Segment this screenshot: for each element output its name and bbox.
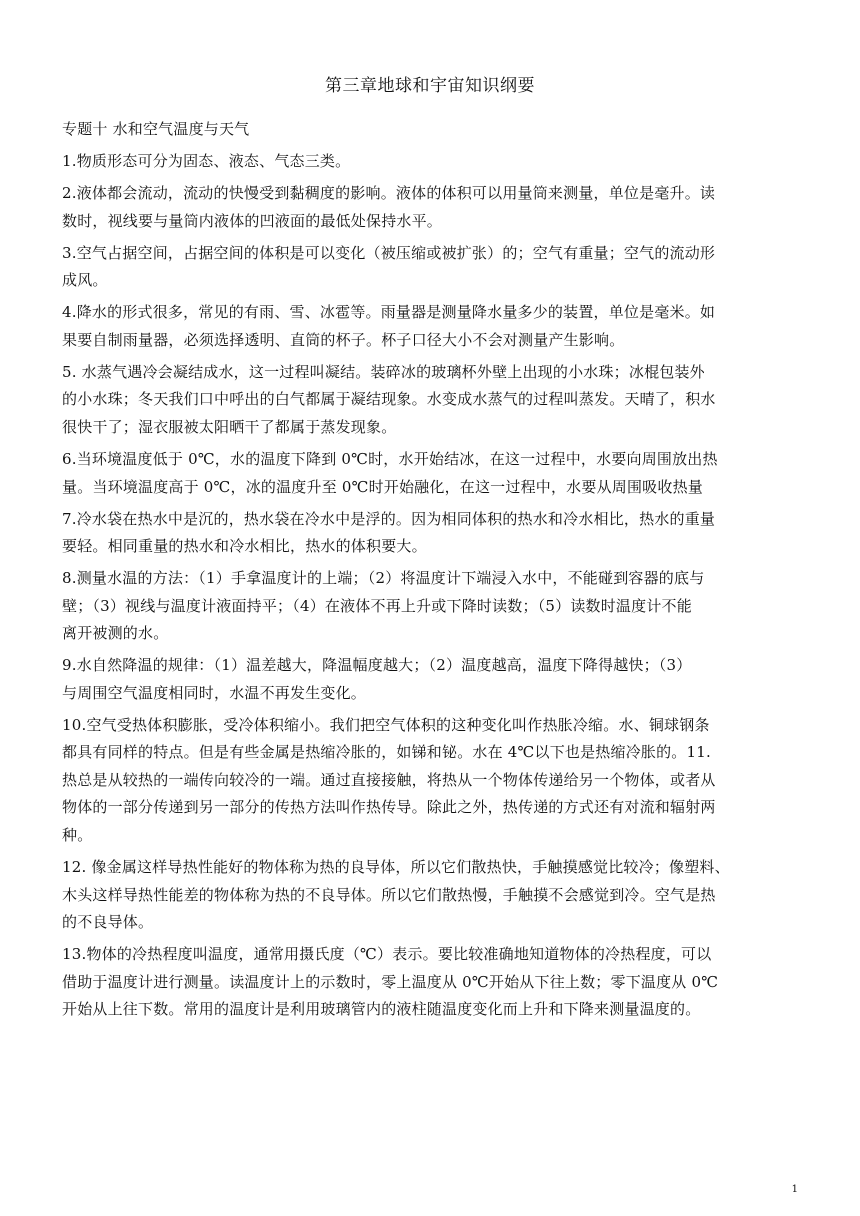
text-line: 开始从上往下数。常用的温度计是利用玻璃管内的液柱随温度变化而上升和下降来测量温度的。 [62, 1000, 701, 1019]
text-line: 2.液体都会流动，流动的快慢受到黏稠度的影响。液体的体积可以用量筒来测量，单位是毫升。读 [62, 184, 716, 203]
paragraph-5 [62, 359, 800, 442]
section-heading: 专题十 水和空气温度与天气 [62, 120, 250, 138]
paragraph-10 [62, 712, 800, 850]
paragraph-2 [62, 180, 800, 235]
text-line: 13.物体的冷热程度叫温度，通常用摄氏度（℃）表示。要比较准确地知道物体的冷热程度，可以 [62, 945, 712, 964]
text-line: 数时，视线要与量筒内液体的凹液面的最低处保持水平。 [62, 211, 443, 230]
paragraph-3 [62, 240, 800, 295]
document-body [62, 116, 800, 1028]
text-line: 木头这样导热性能差的物体称为热的不良导体。所以它们散热慢，手触摸不会感觉到冷。空气是热 [62, 885, 716, 904]
text-line: 壁；（3）视线与温度计液面持平；（4）在液体不再上升或下降时读数；（5）读数时温度计不能 [62, 596, 692, 615]
text-line: 9.水自然降温的规律：（1）温差越大，降温幅度越大；（2）温度越高，温度下降得越快；（3） [62, 656, 692, 675]
text-line: 7.冷水袋在热水中是沉的，热水袋在冷水中是浮的。因为相同体积的热水和冷水相比，热水的重量 [62, 509, 716, 528]
paragraph-4 [62, 299, 800, 354]
text-line: 3.空气占据空间，占据空间的体积是可以变化（被压缩或被扩张）的；空气有重量；空气的流动形 [62, 243, 716, 262]
text-line: 6.当环境温度低于 0℃，水的温度下降到 0℃时，水开始结冰，在这一过程中，水要向周围放出热 [62, 450, 718, 469]
paragraph-1 [62, 148, 800, 176]
text-line: 果要自制雨量器，必须选择透明、直筒的杯子。杯子口径大小不会对测量产生影响。 [62, 330, 625, 349]
paragraph-12 [62, 854, 800, 937]
text-line: 1.物质形态可分为固态、液态、气态三类。 [62, 152, 351, 171]
text-line: 借助于温度计进行测量。读温度计上的示数时，零上温度从 0℃开始从下往上数；零下温度从 0℃ [62, 972, 719, 991]
text-line: 成风。 [62, 271, 108, 290]
text-line: 4.降水的形式很多，常见的有雨、雪、冰雹等。雨量器是测量降水量多少的装置，单位是毫米。如 [62, 303, 716, 322]
text-line: 物体的一部分传递到另一部分的传热方法叫作热传导。除此之外，热传递的方式还有对流和辐射两 [62, 798, 716, 817]
text-line: 的不良导体。 [62, 913, 154, 932]
text-line: 都具有同样的特点。但是有些金属是热缩冷胀的，如锑和铋。水在 4℃以下也是热缩冷胀的。11. [62, 743, 711, 762]
paragraph-6 [62, 446, 800, 501]
text-line: 12. 像金属这样导热性能好的物体称为热的良导体，所以它们散热快，手触摸感觉比较冷；像塑料、 [62, 858, 730, 877]
text-line: 热总是从较热的一端传向较冷的一端。通过直接接触，将热从一个物体传递给另一个物体，或者从 [62, 770, 716, 789]
document-title: 第三章地球和宇宙知识纲要 [325, 76, 535, 96]
paragraph-9 [62, 652, 800, 707]
text-line: 8.测量水温的方法：（1）手拿温度计的上端；（2）将温度计下端浸入水中，不能碰到容器的底与 [62, 569, 705, 588]
text-line: 种。 [62, 825, 93, 844]
text-line: 与周围空气温度相同时，水温不再发生变化。 [62, 683, 367, 702]
text-line: 很快干了；湿衣服被太阳晒干了都属于蒸发现象。 [62, 417, 397, 436]
text-line: 离开被测的水。 [62, 624, 169, 643]
page-number: 1 [791, 1184, 798, 1195]
text-line: 5. 水蒸气遇冷会凝结成水，这一过程叫凝结。装碎冰的玻璃杯外壁上出现的小水珠；冰棍包装外 [62, 362, 705, 381]
paragraph-7 [62, 506, 800, 561]
paragraph-8 [62, 565, 800, 648]
paragraph-13 [62, 941, 800, 1024]
text-line: 量。当环境温度高于 0℃，冰的温度升至 0℃时开始融化，在这一过程中，水要从周围吸收热量 [62, 477, 703, 496]
text-line: 要轻。相同重量的热水和冷水相比，热水的体积要大。 [62, 537, 427, 556]
text-line: 10.空气受热体积膨胀，受冷体积缩小。我们把空气体积的这种变化叫作热胀冷缩。水、铜球钢条 [62, 715, 710, 734]
text-line: 的小水珠；冬天我们口中呼出的白气都属于凝结现象。水变成水蒸气的过程叫蒸发。天晴了，积水 [62, 390, 716, 409]
